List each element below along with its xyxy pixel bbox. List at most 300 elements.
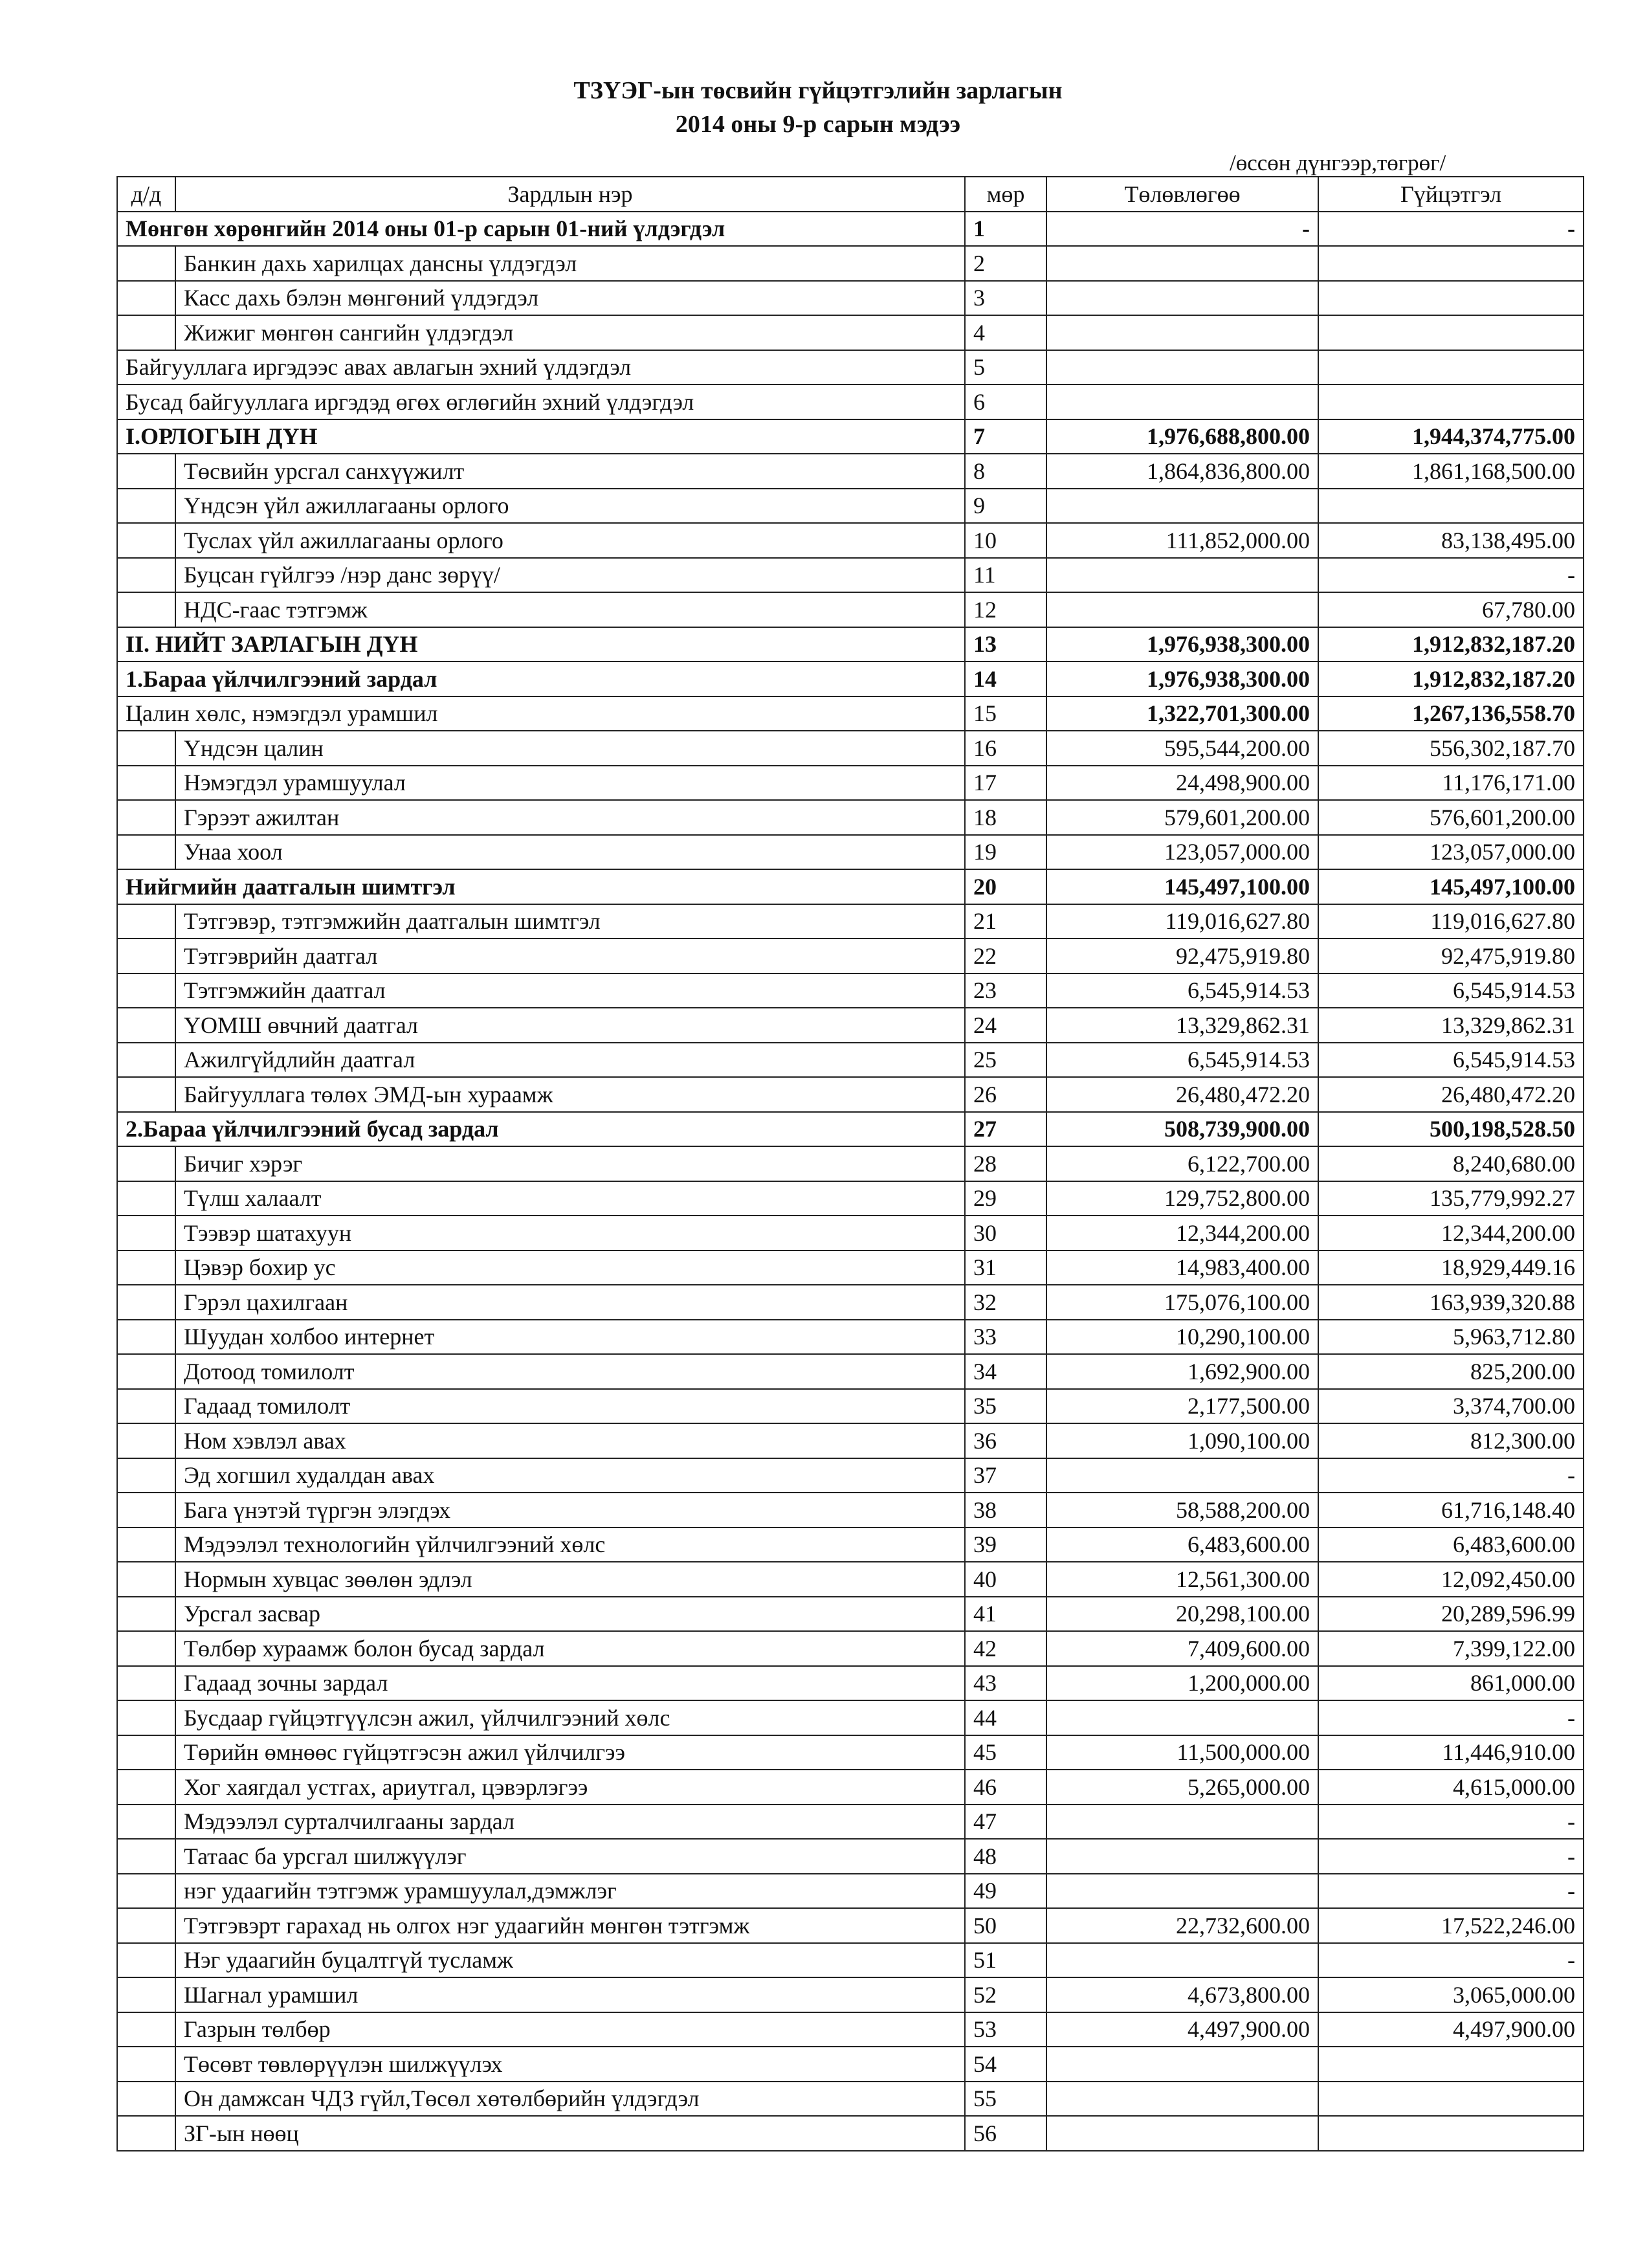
table-row bbox=[117, 1146, 1584, 1181]
item-name: Гэрэл цахилгаан bbox=[175, 1285, 965, 1320]
plan-value: 11,500,000.00 bbox=[1046, 1735, 1318, 1770]
actual-value: 4,615,000.00 bbox=[1318, 1770, 1584, 1805]
unit-note: /өссөн дүнгээр,төгрөг/ bbox=[1230, 150, 1446, 175]
plan-value bbox=[1046, 384, 1318, 419]
plan-value bbox=[1046, 2082, 1318, 2117]
actual-value: 123,057,000.00 bbox=[1318, 835, 1584, 870]
indent-cell bbox=[117, 1735, 175, 1770]
table-row bbox=[117, 1389, 1584, 1424]
plan-value: 111,852,000.00 bbox=[1046, 523, 1318, 558]
item-name: Буцсан гүйлгээ /нэр данс зөрүү/ bbox=[175, 558, 965, 593]
row-number: 41 bbox=[965, 1597, 1046, 1632]
table-row bbox=[117, 973, 1584, 1008]
plan-value: 123,057,000.00 bbox=[1046, 835, 1318, 870]
table-row bbox=[117, 1562, 1584, 1597]
plan-value: 6,545,914.53 bbox=[1046, 973, 1318, 1008]
indent-cell bbox=[117, 1839, 175, 1874]
row-number: 13 bbox=[965, 627, 1046, 662]
table-row bbox=[117, 939, 1584, 973]
table-row bbox=[117, 1320, 1584, 1355]
plan-value: 13,329,862.31 bbox=[1046, 1008, 1318, 1043]
row-number: 36 bbox=[965, 1423, 1046, 1458]
actual-value: - bbox=[1318, 1943, 1584, 1978]
item-name: Бусад байгууллага иргэдэд өгөх өглөгийн эхний үлдэгдэл bbox=[117, 384, 965, 419]
plan-value: 6,545,914.53 bbox=[1046, 1043, 1318, 1078]
indent-cell bbox=[117, 1874, 175, 1909]
plan-value: 1,976,688,800.00 bbox=[1046, 419, 1318, 454]
table-row bbox=[117, 2116, 1584, 2151]
item-name: 1.Бараа үйлчилгээний зардал bbox=[117, 662, 965, 696]
plan-value: 1,976,938,300.00 bbox=[1046, 627, 1318, 662]
item-name: Нормын хувцас зөөлөн эдлэл bbox=[175, 1562, 965, 1597]
indent-cell bbox=[117, 1700, 175, 1735]
item-name: Банкин дахь харилцах дансны үлдэгдэл bbox=[175, 246, 965, 281]
row-number: 26 bbox=[965, 1077, 1046, 1112]
indent-cell bbox=[117, 1423, 175, 1458]
row-number: 1 bbox=[965, 212, 1046, 247]
item-name: Ном хэвлэл авах bbox=[175, 1423, 965, 1458]
plan-value: 12,344,200.00 bbox=[1046, 1216, 1318, 1251]
item-name: Төрийн өмнөөс гүйцэтгэсэн ажил үйлчилгээ bbox=[175, 1735, 965, 1770]
row-number: 25 bbox=[965, 1043, 1046, 1078]
table-row bbox=[117, 454, 1584, 489]
actual-value: - bbox=[1318, 1839, 1584, 1874]
indent-cell bbox=[117, 2012, 175, 2047]
actual-value: 1,944,374,775.00 bbox=[1318, 419, 1584, 454]
indent-cell bbox=[117, 558, 175, 593]
plan-value: 12,561,300.00 bbox=[1046, 1562, 1318, 1597]
table-row bbox=[117, 1458, 1584, 1493]
item-name: Гадаад зочны зардал bbox=[175, 1666, 965, 1701]
item-name: Мэдээлэл сурталчилгааны зардал bbox=[175, 1805, 965, 1840]
row-number: 6 bbox=[965, 384, 1046, 419]
table-row bbox=[117, 384, 1584, 419]
indent-cell bbox=[117, 1458, 175, 1493]
item-name: Байгууллага төлөх ЭМД-ын хураамж bbox=[175, 1077, 965, 1112]
col-header-actual: Гүйцэтгэл bbox=[1318, 177, 1584, 212]
table-row bbox=[117, 1666, 1584, 1701]
actual-value: - bbox=[1318, 558, 1584, 593]
table-row bbox=[117, 1354, 1584, 1389]
item-name: Цэвэр бохир ус bbox=[175, 1251, 965, 1285]
actual-value: 20,289,596.99 bbox=[1318, 1597, 1584, 1632]
indent-cell bbox=[117, 1908, 175, 1943]
plan-value: 92,475,919.80 bbox=[1046, 939, 1318, 973]
table-row bbox=[117, 696, 1584, 731]
plan-value: 4,497,900.00 bbox=[1046, 2012, 1318, 2047]
indent-cell bbox=[117, 2047, 175, 2082]
col-header-plan: Төлөвлөгөө bbox=[1046, 177, 1318, 212]
plan-value: 6,483,600.00 bbox=[1046, 1528, 1318, 1562]
indent-cell bbox=[117, 1146, 175, 1181]
item-name: НДС-гаас тэтгэмж bbox=[175, 592, 965, 627]
row-number: 15 bbox=[965, 696, 1046, 731]
table-row bbox=[117, 904, 1584, 939]
indent-cell bbox=[117, 1320, 175, 1355]
table-row bbox=[117, 1043, 1584, 1078]
row-number: 12 bbox=[965, 592, 1046, 627]
indent-cell bbox=[117, 1043, 175, 1078]
indent-cell bbox=[117, 904, 175, 939]
row-number: 30 bbox=[965, 1216, 1046, 1251]
indent-cell bbox=[117, 489, 175, 524]
row-number: 21 bbox=[965, 904, 1046, 939]
plan-value: 508,739,900.00 bbox=[1046, 1112, 1318, 1147]
row-number: 38 bbox=[965, 1493, 1046, 1528]
row-number: 42 bbox=[965, 1631, 1046, 1666]
plan-value: 58,588,200.00 bbox=[1046, 1493, 1318, 1528]
plan-value: 1,692,900.00 bbox=[1046, 1354, 1318, 1389]
actual-value bbox=[1318, 2116, 1584, 2151]
indent-cell bbox=[117, 1181, 175, 1216]
row-number: 17 bbox=[965, 766, 1046, 801]
row-number: 47 bbox=[965, 1805, 1046, 1840]
table-row bbox=[117, 2082, 1584, 2117]
item-name: Байгууллага иргэдээс авах авлагын эхний үлдэгдэл bbox=[117, 350, 965, 385]
actual-value: 83,138,495.00 bbox=[1318, 523, 1584, 558]
item-name: Шагнал урамшил bbox=[175, 1977, 965, 2012]
plan-value: 1,976,938,300.00 bbox=[1046, 662, 1318, 696]
actual-value bbox=[1318, 2047, 1584, 2082]
actual-value: 92,475,919.80 bbox=[1318, 939, 1584, 973]
plan-value: 595,544,200.00 bbox=[1046, 731, 1318, 766]
plan-value: 1,864,836,800.00 bbox=[1046, 454, 1318, 489]
item-name: Нийгмийн даатгалын шимтгэл bbox=[117, 869, 965, 904]
indent-cell bbox=[117, 1770, 175, 1805]
item-name: Бусдаар гүйцэтгүүлсэн ажил, үйлчилгээний хөлс bbox=[175, 1700, 965, 1735]
table-row bbox=[117, 1493, 1584, 1528]
table-row bbox=[117, 1805, 1584, 1840]
col-header-index: д/д bbox=[117, 177, 175, 212]
actual-value: 163,939,320.88 bbox=[1318, 1285, 1584, 1320]
table-row bbox=[117, 2047, 1584, 2082]
plan-value: 10,290,100.00 bbox=[1046, 1320, 1318, 1355]
actual-value: - bbox=[1318, 212, 1584, 247]
plan-value bbox=[1046, 489, 1318, 524]
item-name: ҮОМШ өвчний даатгал bbox=[175, 1008, 965, 1043]
row-number: 34 bbox=[965, 1354, 1046, 1389]
table-row bbox=[117, 662, 1584, 696]
actual-value: 4,497,900.00 bbox=[1318, 2012, 1584, 2047]
row-number: 52 bbox=[965, 1977, 1046, 2012]
plan-value: 129,752,800.00 bbox=[1046, 1181, 1318, 1216]
actual-value bbox=[1318, 246, 1584, 281]
indent-cell bbox=[117, 1493, 175, 1528]
indent-cell bbox=[117, 1285, 175, 1320]
row-number: 40 bbox=[965, 1562, 1046, 1597]
table-row bbox=[117, 523, 1584, 558]
item-name: Гадаад томилолт bbox=[175, 1389, 965, 1424]
table-body bbox=[117, 212, 1584, 2151]
indent-cell bbox=[117, 523, 175, 558]
table-row bbox=[117, 1839, 1584, 1874]
row-number: 4 bbox=[965, 315, 1046, 350]
actual-value: 861,000.00 bbox=[1318, 1666, 1584, 1701]
item-name: Унаа хоол bbox=[175, 835, 965, 870]
actual-value: - bbox=[1318, 1874, 1584, 1909]
actual-value: 1,912,832,187.20 bbox=[1318, 662, 1584, 696]
indent-cell bbox=[117, 1528, 175, 1562]
item-name: Нэг удаагийн буцалтгүй тусламж bbox=[175, 1943, 965, 1978]
table-row bbox=[117, 800, 1584, 835]
item-name: Тэтгэврийн даатгал bbox=[175, 939, 965, 973]
actual-value: 812,300.00 bbox=[1318, 1423, 1584, 1458]
plan-value: 22,732,600.00 bbox=[1046, 1908, 1318, 1943]
row-number: 18 bbox=[965, 800, 1046, 835]
actual-value: - bbox=[1318, 1458, 1584, 1493]
actual-value: 6,545,914.53 bbox=[1318, 1043, 1584, 1078]
actual-value: 3,374,700.00 bbox=[1318, 1389, 1584, 1424]
row-number: 35 bbox=[965, 1389, 1046, 1424]
indent-cell bbox=[117, 1077, 175, 1112]
item-name: Нэмэгдэл урамшуулал bbox=[175, 766, 965, 801]
row-number: 24 bbox=[965, 1008, 1046, 1043]
actual-value: 7,399,122.00 bbox=[1318, 1631, 1584, 1666]
item-name: Эд хогшил худалдан авах bbox=[175, 1458, 965, 1493]
item-name: Цалин хөлс, нэмэгдэл урамшил bbox=[117, 696, 965, 731]
table-row bbox=[117, 246, 1584, 281]
indent-cell bbox=[117, 766, 175, 801]
col-header-row: мөр bbox=[965, 177, 1046, 212]
indent-cell bbox=[117, 1251, 175, 1285]
item-name: Татаас ба урсгал шилжүүлэг bbox=[175, 1839, 965, 1874]
item-name: Үндсэн үйл ажиллагааны орлого bbox=[175, 489, 965, 524]
row-number: 28 bbox=[965, 1146, 1046, 1181]
actual-value: 119,016,627.80 bbox=[1318, 904, 1584, 939]
table-row bbox=[117, 731, 1584, 766]
actual-value: 6,483,600.00 bbox=[1318, 1528, 1584, 1562]
item-name: Төсвийн урсгал санхүүжилт bbox=[175, 454, 965, 489]
table-row bbox=[117, 1597, 1584, 1632]
actual-value: 18,929,449.16 bbox=[1318, 1251, 1584, 1285]
table-row bbox=[117, 212, 1584, 247]
indent-cell bbox=[117, 1666, 175, 1701]
plan-value bbox=[1046, 246, 1318, 281]
actual-value: 500,198,528.50 bbox=[1318, 1112, 1584, 1147]
row-number: 53 bbox=[965, 2012, 1046, 2047]
table-header-row bbox=[117, 177, 1584, 212]
table-row bbox=[117, 1770, 1584, 1805]
row-number: 50 bbox=[965, 1908, 1046, 1943]
actual-value: 1,861,168,500.00 bbox=[1318, 454, 1584, 489]
table-row bbox=[117, 2012, 1584, 2047]
indent-cell bbox=[117, 2082, 175, 2117]
plan-value: 4,673,800.00 bbox=[1046, 1977, 1318, 2012]
actual-value: 67,780.00 bbox=[1318, 592, 1584, 627]
table-row bbox=[117, 350, 1584, 385]
row-number: 14 bbox=[965, 662, 1046, 696]
indent-cell bbox=[117, 1389, 175, 1424]
actual-value: 135,779,992.27 bbox=[1318, 1181, 1584, 1216]
plan-value bbox=[1046, 1805, 1318, 1840]
table-row bbox=[117, 489, 1584, 524]
indent-cell bbox=[117, 1631, 175, 1666]
row-number: 19 bbox=[965, 835, 1046, 870]
indent-cell bbox=[117, 1597, 175, 1632]
table-row bbox=[117, 1908, 1584, 1943]
item-name: Бага үнэтэй түргэн элэгдэх bbox=[175, 1493, 965, 1528]
row-number: 46 bbox=[965, 1770, 1046, 1805]
actual-value: 5,963,712.80 bbox=[1318, 1320, 1584, 1355]
plan-value bbox=[1046, 558, 1318, 593]
plan-value: 145,497,100.00 bbox=[1046, 869, 1318, 904]
row-number: 55 bbox=[965, 2082, 1046, 2117]
item-name: 2.Бараа үйлчилгээний бусад зардал bbox=[117, 1112, 965, 1147]
actual-value: 576,601,200.00 bbox=[1318, 800, 1584, 835]
plan-value: 2,177,500.00 bbox=[1046, 1389, 1318, 1424]
item-name: Туслах үйл ажиллагааны орлого bbox=[175, 523, 965, 558]
actual-value bbox=[1318, 315, 1584, 350]
row-number: 23 bbox=[965, 973, 1046, 1008]
actual-value: 26,480,472.20 bbox=[1318, 1077, 1584, 1112]
plan-value: 14,983,400.00 bbox=[1046, 1251, 1318, 1285]
item-name: Мөнгөн хөрөнгийн 2014 оны 01-р сарын 01-ний үлдэгдэл bbox=[117, 212, 965, 247]
row-number: 37 bbox=[965, 1458, 1046, 1493]
item-name: Түлш халаалт bbox=[175, 1181, 965, 1216]
actual-value: 11,446,910.00 bbox=[1318, 1735, 1584, 1770]
actual-value bbox=[1318, 350, 1584, 385]
plan-value: 6,122,700.00 bbox=[1046, 1146, 1318, 1181]
actual-value: 556,302,187.70 bbox=[1318, 731, 1584, 766]
row-number: 8 bbox=[965, 454, 1046, 489]
row-number: 56 bbox=[965, 2116, 1046, 2151]
row-number: 31 bbox=[965, 1251, 1046, 1285]
row-number: 44 bbox=[965, 1700, 1046, 1735]
row-number: 49 bbox=[965, 1874, 1046, 1909]
indent-cell bbox=[117, 1354, 175, 1389]
indent-cell bbox=[117, 1562, 175, 1597]
table-row bbox=[117, 1423, 1584, 1458]
row-number: 16 bbox=[965, 731, 1046, 766]
plan-value: 1,200,000.00 bbox=[1046, 1666, 1318, 1701]
expense-table bbox=[116, 176, 1584, 2151]
table-row bbox=[117, 1735, 1584, 1770]
actual-value bbox=[1318, 384, 1584, 419]
item-name: II. НИЙТ ЗАРЛАГЫН ДҮН bbox=[117, 627, 965, 662]
actual-value bbox=[1318, 2082, 1584, 2117]
table-row bbox=[117, 419, 1584, 454]
plan-value: 175,076,100.00 bbox=[1046, 1285, 1318, 1320]
plan-value: 579,601,200.00 bbox=[1046, 800, 1318, 835]
row-number: 51 bbox=[965, 1943, 1046, 1978]
indent-cell bbox=[117, 731, 175, 766]
plan-value bbox=[1046, 1839, 1318, 1874]
plan-value bbox=[1046, 281, 1318, 316]
table-row bbox=[117, 1977, 1584, 2012]
indent-cell bbox=[117, 281, 175, 316]
indent-cell bbox=[117, 315, 175, 350]
indent-cell bbox=[117, 246, 175, 281]
table-row bbox=[117, 1631, 1584, 1666]
actual-value: 1,267,136,558.70 bbox=[1318, 696, 1584, 731]
document-title: ТЗҮЭГ-ын төсвийн гүйцэтгэлийн зарлагын bbox=[573, 77, 1063, 104]
plan-value bbox=[1046, 315, 1318, 350]
plan-value: 7,409,600.00 bbox=[1046, 1631, 1318, 1666]
item-name: Мэдээлэл технологийн үйлчилгээний хөлс bbox=[175, 1528, 965, 1562]
table-row bbox=[117, 1285, 1584, 1320]
row-number: 22 bbox=[965, 939, 1046, 973]
plan-value: 1,322,701,300.00 bbox=[1046, 696, 1318, 731]
table-row bbox=[117, 592, 1584, 627]
table-row bbox=[117, 1112, 1584, 1147]
item-name: Хог хаягдал устгах, ариутгал, цэвэрлэгээ bbox=[175, 1770, 965, 1805]
row-number: 54 bbox=[965, 2047, 1046, 2082]
item-name: Тэтгэвэрт гарахад нь олгох нэг удаагийн мөнгөн тэтгэмж bbox=[175, 1908, 965, 1943]
table-row bbox=[117, 835, 1584, 870]
table-row bbox=[117, 1700, 1584, 1735]
plan-value: 5,265,000.00 bbox=[1046, 1770, 1318, 1805]
actual-value: 6,545,914.53 bbox=[1318, 973, 1584, 1008]
item-name: Жижиг мөнгөн сангийн үлдэгдэл bbox=[175, 315, 965, 350]
item-name: Урсгал засвар bbox=[175, 1597, 965, 1632]
row-number: 45 bbox=[965, 1735, 1046, 1770]
actual-value: 8,240,680.00 bbox=[1318, 1146, 1584, 1181]
actual-value: 12,092,450.00 bbox=[1318, 1562, 1584, 1597]
table-row bbox=[117, 281, 1584, 316]
indent-cell bbox=[117, 835, 175, 870]
actual-value: 12,344,200.00 bbox=[1318, 1216, 1584, 1251]
row-number: 39 bbox=[965, 1528, 1046, 1562]
plan-value bbox=[1046, 2047, 1318, 2082]
row-number: 5 bbox=[965, 350, 1046, 385]
row-number: 29 bbox=[965, 1181, 1046, 1216]
actual-value: - bbox=[1318, 1805, 1584, 1840]
plan-value bbox=[1046, 2116, 1318, 2151]
actual-value: 17,522,246.00 bbox=[1318, 1908, 1584, 1943]
row-number: 11 bbox=[965, 558, 1046, 593]
item-name: ЗГ-ын нөөц bbox=[175, 2116, 965, 2151]
table-row bbox=[117, 1251, 1584, 1285]
document-subtitle: 2014 оны 9-р сарын мэдээ bbox=[675, 111, 961, 138]
plan-value: 119,016,627.80 bbox=[1046, 904, 1318, 939]
indent-cell bbox=[117, 1977, 175, 2012]
row-number: 9 bbox=[965, 489, 1046, 524]
actual-value: 61,716,148.40 bbox=[1318, 1493, 1584, 1528]
table-row bbox=[117, 1077, 1584, 1112]
plan-value bbox=[1046, 592, 1318, 627]
indent-cell bbox=[117, 454, 175, 489]
table-row bbox=[117, 1181, 1584, 1216]
item-name: Тэтгэмжийн даатгал bbox=[175, 973, 965, 1008]
indent-cell bbox=[117, 1943, 175, 1978]
indent-cell bbox=[117, 1216, 175, 1251]
row-number: 7 bbox=[965, 419, 1046, 454]
actual-value: 13,329,862.31 bbox=[1318, 1008, 1584, 1043]
plan-value bbox=[1046, 1874, 1318, 1909]
actual-value: 3,065,000.00 bbox=[1318, 1977, 1584, 2012]
indent-cell bbox=[117, 1008, 175, 1043]
table-row bbox=[117, 869, 1584, 904]
row-number: 32 bbox=[965, 1285, 1046, 1320]
row-number: 10 bbox=[965, 523, 1046, 558]
item-name: Төсөвт төвлөрүүлэн шилжүүлэх bbox=[175, 2047, 965, 2082]
table-row bbox=[117, 558, 1584, 593]
indent-cell bbox=[117, 800, 175, 835]
plan-value bbox=[1046, 1458, 1318, 1493]
item-name: Газрын төлбөр bbox=[175, 2012, 965, 2047]
row-number: 48 bbox=[965, 1839, 1046, 1874]
table-row bbox=[117, 1943, 1584, 1978]
col-header-name: Зардлын нэр bbox=[175, 177, 965, 212]
item-name: Төлбөр хураамж болон бусад зардал bbox=[175, 1631, 965, 1666]
row-number: 20 bbox=[965, 869, 1046, 904]
actual-value bbox=[1318, 489, 1584, 524]
indent-cell bbox=[117, 2116, 175, 2151]
item-name: Бичиг хэрэг bbox=[175, 1146, 965, 1181]
plan-value bbox=[1046, 1943, 1318, 1978]
indent-cell bbox=[117, 939, 175, 973]
table-row bbox=[117, 1008, 1584, 1043]
